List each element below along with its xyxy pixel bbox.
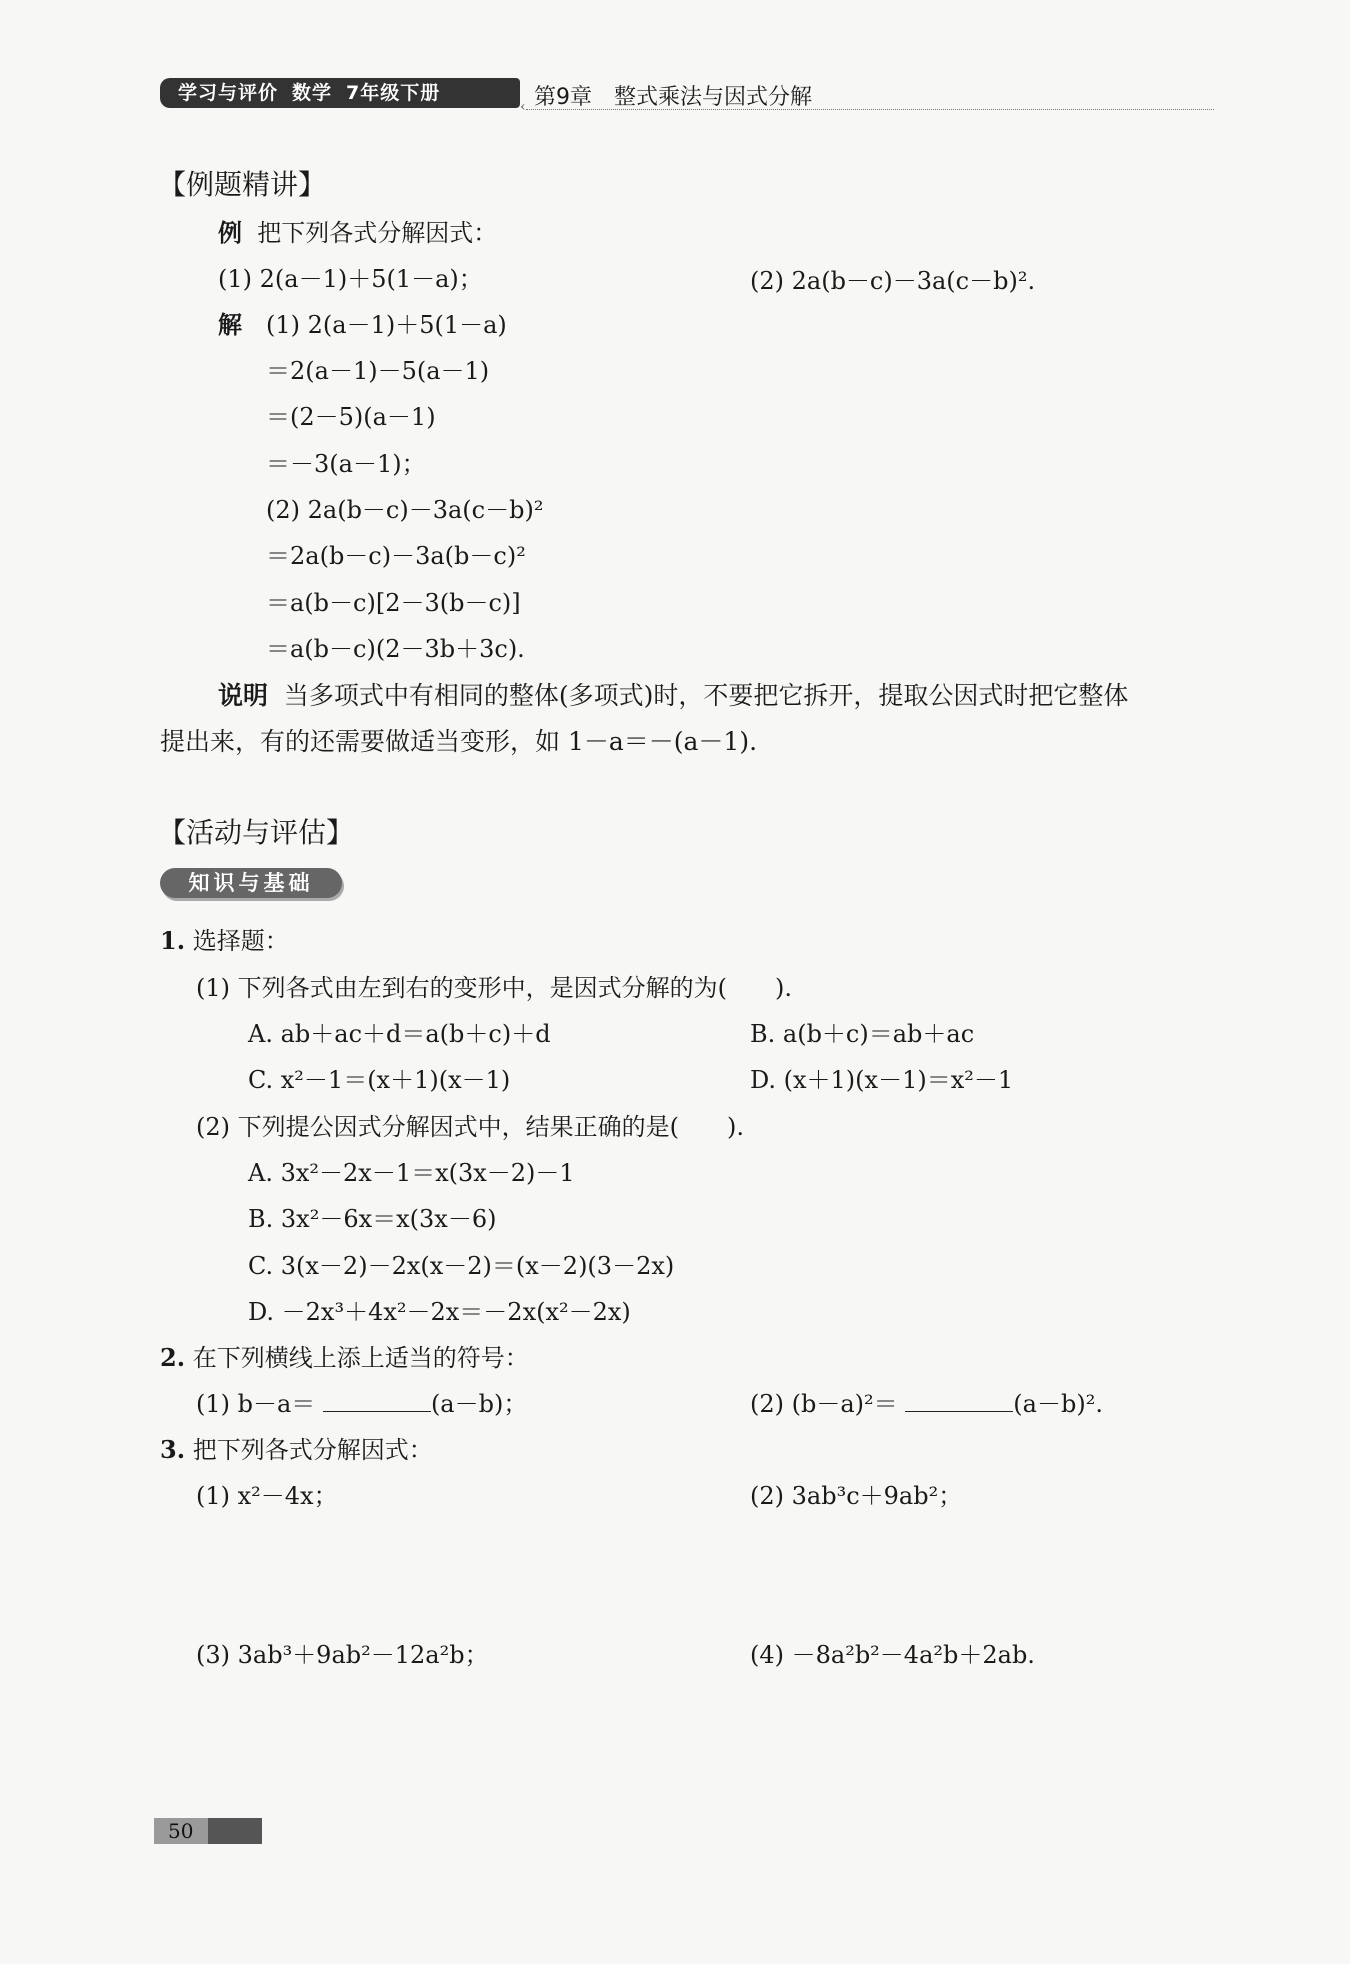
solution-step: ＝2a(b－c)－3a(b－c)²: [266, 542, 526, 570]
grade-label: 7年级下册: [346, 82, 441, 104]
answer-blank[interactable]: [905, 1389, 1013, 1412]
question-title: 选择题：: [192, 927, 289, 955]
header-divider: [526, 109, 1214, 110]
page-number: 50: [168, 1819, 194, 1843]
solution-step: ＝a(b－c)(2－3b＋3c).: [266, 635, 525, 663]
page-number-tab: [154, 1818, 262, 1844]
question-title: 把下列各式分解因式：: [192, 1436, 433, 1464]
solution-step: (2) 2a(b－c)－3a(c－b)²: [266, 496, 544, 524]
question-3-1: (1) x²－4x；: [196, 1482, 338, 1510]
option-1-1-a: A. ab＋ac＋d＝a(b＋c)＋d: [248, 1020, 551, 1048]
chapter-header: [534, 80, 812, 111]
question-number: 1.: [160, 926, 186, 955]
solution-step: ＝a(b－c)[2－3(b－c)]: [266, 589, 521, 617]
question-3-4: (4) －8a²b²－4a²b＋2ab.: [750, 1641, 1035, 1669]
example-prompt: [218, 218, 497, 248]
question-3-2: (2) 3ab³c＋9ab²；: [750, 1482, 963, 1510]
question-1-2: (2) 下列提公因式分解因式中，结果正确的是( ).: [196, 1113, 744, 1141]
option-1-1-d: D. (x＋1)(x－1)＝x²－1: [750, 1066, 1014, 1094]
example-prompt-text: 把下列各式分解因式：: [257, 219, 498, 247]
question-3-heading: [160, 1435, 433, 1465]
solution-label: 解: [218, 311, 242, 339]
example-section-title: 【例题精讲】: [158, 168, 327, 201]
solution-step: (1) 2(a－1)＋5(1－a): [266, 311, 507, 339]
question-2-1-left: (1) b－a＝: [196, 1390, 316, 1418]
note-label: 说明: [218, 681, 269, 710]
answer-blank[interactable]: [323, 1389, 431, 1412]
solution-step: ＝(2－5)(a－1): [266, 403, 436, 431]
option-1-2-c: C. 3(x－2)－2x(x－2)＝(x－2)(3－2x): [248, 1252, 675, 1280]
header-arrow-icon: ‹: [520, 99, 526, 115]
question-1-1: (1) 下列各式由左到右的变形中，是因式分解的为( ).: [196, 974, 792, 1002]
question-2-1-right: (a－b)；: [430, 1390, 528, 1418]
note-text-1: 当多项式中有相同的整体(多项式)时，不要把它拆开，提取公因式时把它整体: [283, 681, 1129, 710]
knowledge-badge: 知识与基础: [160, 868, 342, 898]
question-title: 在下列横线上添上适当的符号：: [192, 1344, 529, 1372]
book-name: 学习与评价: [178, 82, 279, 104]
option-1-2-d: D. －2x³＋4x²－2x＝－2x(x²－2x): [248, 1298, 631, 1326]
subject-name: 数学: [292, 82, 333, 104]
question-3-3: (3) 3ab³＋9ab²－12a²b；: [196, 1641, 489, 1669]
note-line-1: [218, 681, 1128, 711]
question-2-2-right: (a－b)².: [1013, 1390, 1103, 1418]
book-header-bar: [160, 78, 520, 108]
question-2-1: [196, 1389, 527, 1419]
example-question-2: (2) 2a(b－c)－3a(c－b)².: [750, 267, 1036, 295]
note-line-2: 提出来，有的还需要做适当变形，如 1－a＝－(a－1).: [160, 727, 758, 756]
option-1-2-a: A. 3x²－2x－1＝x(3x－2)－1: [248, 1159, 575, 1187]
example-label: 例: [218, 219, 242, 247]
question-2-heading: [160, 1343, 529, 1373]
solution-step: ＝2(a－1)－5(a－1): [266, 357, 490, 385]
activity-section-title: 【活动与评估】: [158, 816, 355, 849]
question-2-2-left: (2) (b－a)²＝: [750, 1390, 898, 1418]
option-1-1-c: C. x²－1＝(x＋1)(x－1): [248, 1066, 511, 1094]
question-number: 3.: [160, 1435, 186, 1464]
example-question-1: (1) 2(a－1)＋5(1－a)；: [218, 265, 483, 293]
chapter-number: 第9章: [534, 85, 592, 110]
option-1-2-b: B. 3x²－6x＝x(3x－6): [248, 1205, 497, 1233]
question-number: 2.: [160, 1343, 186, 1372]
option-1-1-b: B. a(b＋c)＝ab＋ac: [750, 1020, 975, 1048]
chapter-title: 整式乘法与因式分解: [614, 85, 813, 110]
solution-step: ＝－3(a－1)；: [266, 450, 426, 478]
question-1-heading: [160, 926, 289, 956]
question-2-2: [750, 1389, 1103, 1419]
